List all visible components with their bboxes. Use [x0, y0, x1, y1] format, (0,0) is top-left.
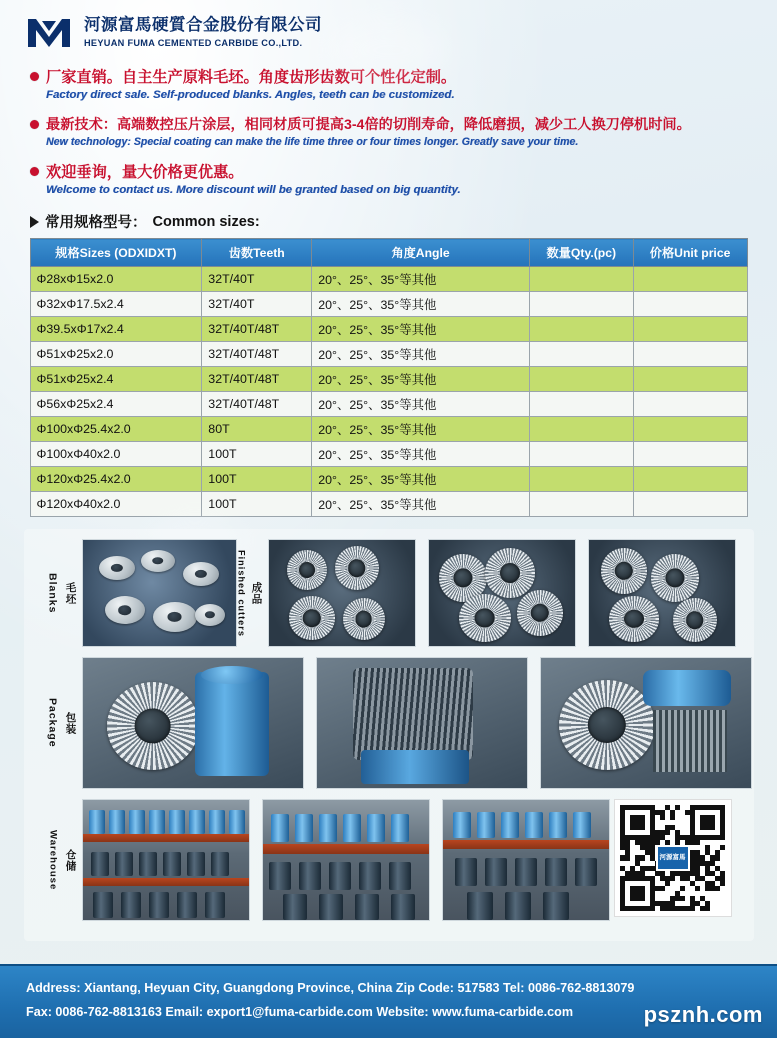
table-row — [30, 442, 747, 467]
cell-qty — [529, 367, 633, 392]
cell-teeth: 32T/40T/48T — [202, 367, 312, 392]
highlight-item — [30, 114, 767, 148]
label-finished-cn: 成品 — [250, 581, 263, 605]
sizes-title-en: Common sizes: — [152, 213, 260, 230]
highlight-cn: 厂家直销。自主生产原料毛坯。角度齿形齿数可个性化定制。 — [46, 69, 457, 86]
label-warehouse-cn-wrap — [60, 849, 76, 872]
label-finished-cn-wrap — [246, 582, 262, 605]
table-row — [30, 417, 747, 442]
label-package-en: Package — [46, 698, 59, 748]
highlight-en: New technology: Special coating can make the life time three or four times longer. Greatly save your time. — [46, 136, 579, 148]
cell-size: Φ51xΦ25x2.4 — [30, 367, 202, 392]
cell-qty — [529, 492, 633, 517]
company-name-cn: 河源富馬硬質合金股份有限公司 — [84, 15, 322, 34]
cell-size: Φ39.5xΦ17x2.4 — [30, 317, 202, 342]
cell-size: Φ32xΦ17.5x2.4 — [30, 292, 202, 317]
photo-blanks-discs — [82, 539, 237, 647]
cell-qty — [529, 317, 633, 342]
label-package-cn: 包装 — [64, 711, 77, 735]
photo-warehouse-2 — [262, 799, 430, 921]
photo-finished-cutters-3 — [588, 539, 736, 647]
label-warehouse — [32, 830, 58, 890]
cell-size: Φ28xΦ15x2.0 — [30, 267, 202, 292]
th-teeth: 齿数Teeth — [202, 239, 312, 267]
company-name-block — [84, 16, 322, 49]
cell-size: Φ56xΦ25x2.4 — [30, 392, 202, 417]
photo-package-3 — [540, 657, 752, 789]
table-row — [30, 292, 747, 317]
cell-qty — [529, 392, 633, 417]
cell-angle: 20°、25°、35°等其他 — [312, 367, 530, 392]
table-row — [30, 392, 747, 417]
cell-price — [633, 442, 747, 467]
label-blanks-cn-wrap — [60, 582, 76, 605]
th-angle: 角度Angle — [312, 239, 530, 267]
th-sizes: 规格Sizes (ODXIDXT) — [30, 239, 202, 267]
label-blanks — [32, 573, 58, 613]
cell-qty — [529, 442, 633, 467]
highlight-cn: 最新技术：高端数控压片涂层，相同材质可提高3-4倍的切削寿命，降低磨损，减少工人换刀停机时间。 — [46, 117, 691, 133]
highlight-cn: 欢迎垂询，量大价格更优惠。 — [46, 164, 244, 181]
cell-price — [633, 317, 747, 342]
label-blanks-cn: 毛坯 — [64, 581, 77, 605]
cell-size: Φ100xΦ25.4x2.0 — [30, 417, 202, 442]
table-row — [30, 492, 747, 517]
gallery-row-package — [32, 657, 752, 789]
table-header-row — [30, 239, 747, 267]
company-name-en: HEYUAN FUMA CEMENTED CARBIDE CO.,LTD. — [84, 37, 303, 48]
cell-qty — [529, 417, 633, 442]
common-sizes-table — [30, 238, 748, 517]
cell-size: Φ51xΦ25x2.0 — [30, 342, 202, 367]
th-price: 价格Unit price — [633, 239, 747, 267]
cell-angle: 20°、25°、35°等其他 — [312, 317, 530, 342]
page-footer — [0, 964, 777, 1038]
highlight-en: Welcome to contact us. More discount will be granted based on big quantity. — [46, 184, 461, 196]
bullet-dot-icon — [30, 72, 39, 81]
cell-price — [633, 367, 747, 392]
highlight-item — [30, 161, 767, 196]
site-watermark: psznh.com — [643, 1002, 763, 1028]
cell-qty — [529, 467, 633, 492]
cell-teeth: 100T — [202, 492, 312, 517]
highlights-list — [0, 64, 777, 196]
cell-price — [633, 292, 747, 317]
cell-price — [633, 417, 747, 442]
cell-price — [633, 267, 747, 292]
photo-package-2 — [316, 657, 528, 789]
page-header — [0, 0, 777, 58]
cell-teeth: 32T/40T — [202, 292, 312, 317]
cell-size: Φ120xΦ25.4x2.0 — [30, 467, 202, 492]
cell-size: Φ120xΦ40x2.0 — [30, 492, 202, 517]
gallery-row-finished — [220, 539, 736, 647]
bullet-dot-icon — [30, 167, 39, 176]
cell-qty — [529, 342, 633, 367]
photo-finished-cutters-1 — [268, 539, 416, 647]
footer-divider — [0, 964, 777, 966]
cell-qty — [529, 267, 633, 292]
table-row — [30, 467, 747, 492]
cell-teeth: 32T/40T/48T — [202, 342, 312, 367]
photo-warehouse-1 — [82, 799, 250, 921]
cell-angle: 20°、25°、35°等其他 — [312, 417, 530, 442]
gallery-row-warehouse — [32, 799, 610, 921]
cell-price — [633, 467, 747, 492]
footer-address-line: Address: Xiantang, Heyuan City, Guangdong Province, China Zip Code: 517583 Tel: 0086-762-8813079 — [26, 981, 635, 995]
qr-code-icon[interactable] — [614, 799, 732, 917]
label-package — [32, 698, 58, 748]
label-warehouse-cn: 仓储 — [64, 848, 77, 872]
gallery-row-blanks — [32, 539, 237, 647]
cell-teeth: 32T/40T/48T — [202, 392, 312, 417]
cell-angle: 20°、25°、35°等其他 — [312, 342, 530, 367]
fuma-m-logo-icon — [26, 15, 72, 49]
cell-price — [633, 342, 747, 367]
cell-teeth: 32T/40T — [202, 267, 312, 292]
cell-teeth: 100T — [202, 442, 312, 467]
highlight-en: Factory direct sale. Self-produced blanks. Angles, teeth can be customized. — [46, 89, 455, 101]
cell-teeth: 32T/40T/48T — [202, 317, 312, 342]
table-row — [30, 367, 747, 392]
cell-angle: 20°、25°、35°等其他 — [312, 442, 530, 467]
sizes-table-title — [0, 209, 777, 238]
cell-angle: 20°、25°、35°等其他 — [312, 467, 530, 492]
cell-price — [633, 492, 747, 517]
bullet-dot-icon — [30, 120, 39, 129]
sizes-title-cn: 常用规格型号： — [45, 215, 147, 231]
cell-size: Φ100xΦ40x2.0 — [30, 442, 202, 467]
footer-contact-line: Fax: 0086-762-8813163 Email: export1@fuma-carbide.com Website: www.fuma-carbide.com — [26, 1004, 574, 1019]
triangle-bullet-icon — [30, 216, 39, 228]
label-warehouse-en: Warehouse — [47, 829, 59, 891]
cell-angle: 20°、25°、35°等其他 — [312, 292, 530, 317]
cell-teeth: 100T — [202, 467, 312, 492]
qr-center-logo: 河源富馬 — [656, 845, 690, 871]
cell-qty — [529, 292, 633, 317]
label-blanks-en: Blanks — [46, 572, 59, 614]
table-row — [30, 317, 747, 342]
photo-package-1 — [82, 657, 304, 789]
cell-price — [633, 392, 747, 417]
cell-angle: 20°、25°、35°等其他 — [312, 267, 530, 292]
table-row — [30, 342, 747, 367]
label-finished-en: Finished cutters — [236, 549, 247, 637]
cell-angle: 20°、25°、35°等其他 — [312, 492, 530, 517]
label-finished — [220, 550, 246, 637]
table-row — [30, 267, 747, 292]
photo-finished-cutters-2 — [428, 539, 576, 647]
label-package-cn-wrap — [60, 712, 76, 735]
qr-code-block[interactable] — [614, 799, 732, 917]
th-qty: 数量Qty.(pc) — [529, 239, 633, 267]
cell-angle: 20°、25°、35°等其他 — [312, 392, 530, 417]
photo-warehouse-3 — [442, 799, 610, 921]
photo-gallery — [24, 529, 754, 941]
cell-teeth: 80T — [202, 417, 312, 442]
